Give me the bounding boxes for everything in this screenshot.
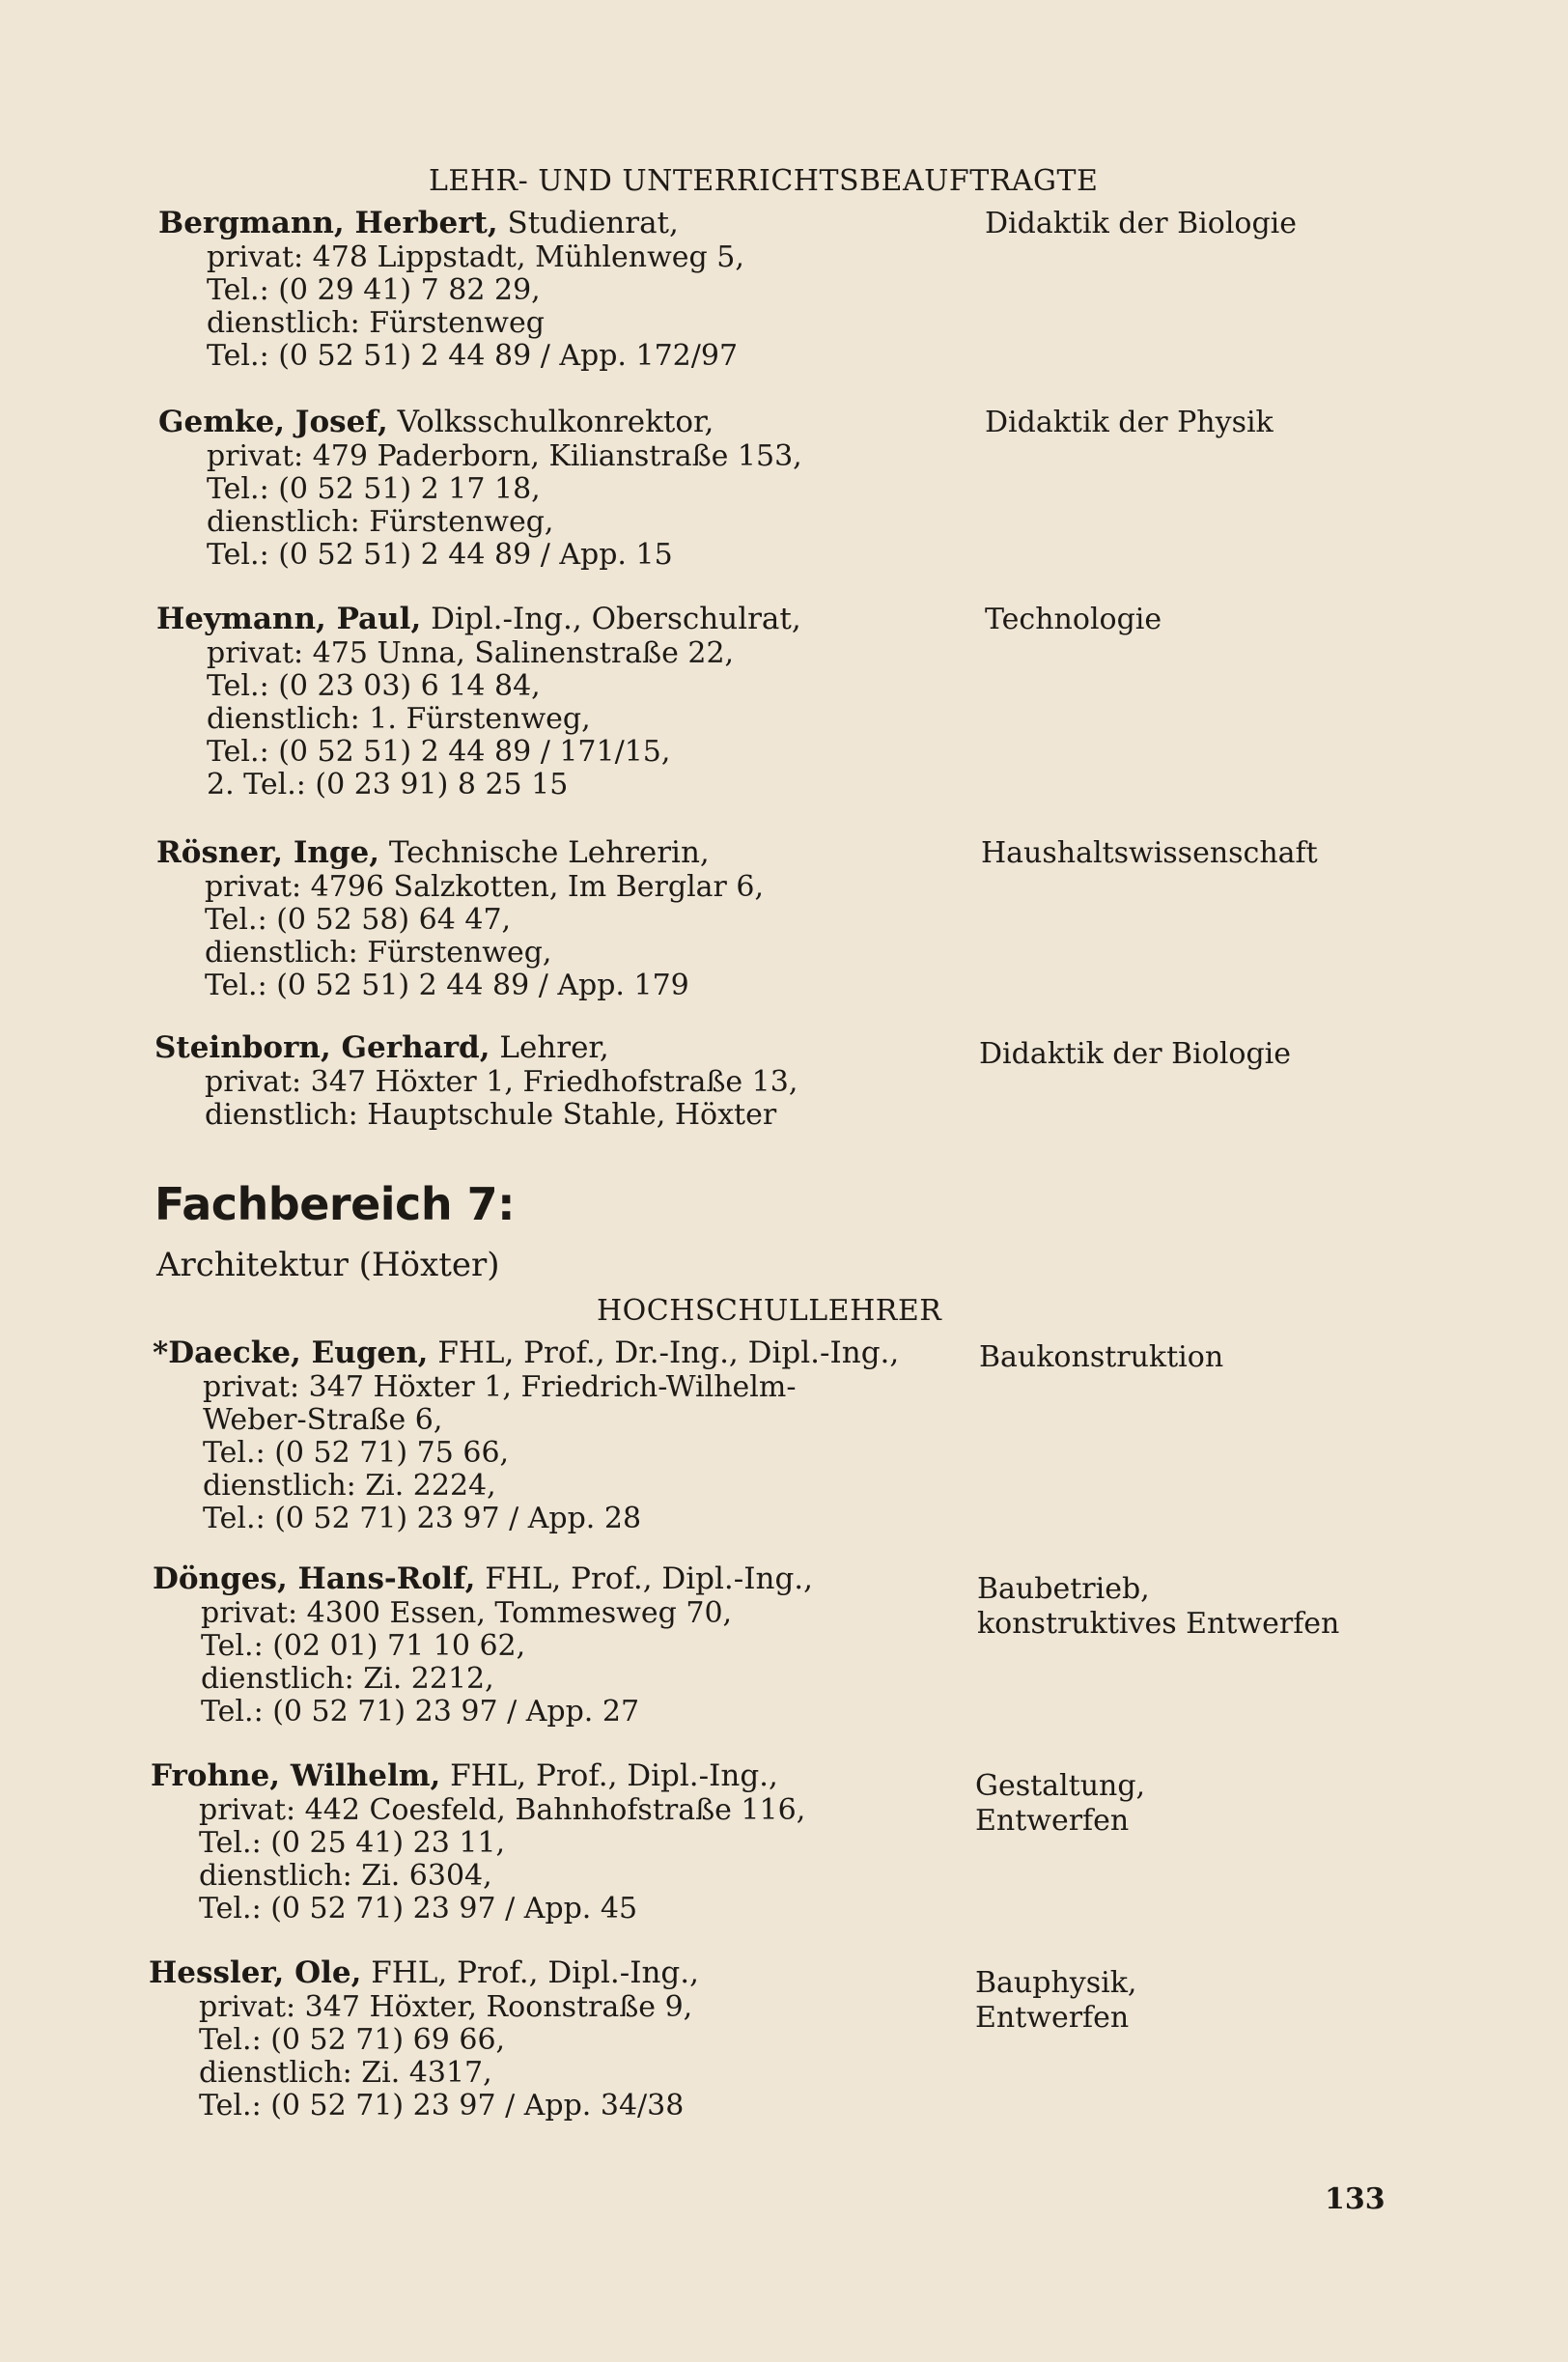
office-line: dienstlich: Fürstenweg bbox=[207, 306, 545, 340]
subject: Bauphysik, bbox=[975, 1966, 1137, 2000]
person-name: *Daecke, Eugen, bbox=[153, 1336, 429, 1370]
entry-name-line bbox=[156, 603, 801, 635]
person-name: Heymann, Paul, bbox=[156, 602, 422, 636]
person-title: Volksschulkonrektor, bbox=[387, 405, 714, 439]
phone-line: Tel.: (0 52 51) 2 17 18, bbox=[207, 472, 541, 506]
phone-line: Tel.: (0 23 03) 6 14 84, bbox=[207, 669, 541, 703]
entry-name-line bbox=[154, 1031, 609, 1064]
office-line: dienstlich: Zi. 2224, bbox=[203, 1469, 496, 1503]
person-title: FHL, Prof., Dr.-Ing., Dipl.-Ing., bbox=[428, 1336, 900, 1370]
subject: Didaktik der Physik bbox=[985, 406, 1274, 439]
address-line: privat: 4796 Salzkotten, Im Berglar 6, bbox=[205, 870, 765, 904]
phone-line: Tel.: (0 52 51) 2 44 89 / App. 172/97 bbox=[207, 339, 739, 373]
address-line: privat: 347 Höxter 1, Friedrich-Wilhelm- bbox=[203, 1370, 797, 1404]
person-title: FHL, Prof., Dipl.-Ing., bbox=[361, 1955, 699, 1990]
person-title: Technische Lehrerin, bbox=[379, 835, 710, 870]
phone-line: Tel.: (0 52 51) 2 44 89 / 171/15, bbox=[207, 735, 671, 769]
office-line: dienstlich: Zi. 2212, bbox=[201, 1662, 494, 1696]
subject: konstruktives Entwerfen bbox=[977, 1607, 1340, 1641]
subject: Gestaltung, bbox=[975, 1769, 1146, 1803]
person-name: Bergmann, Herbert, bbox=[158, 206, 498, 240]
phone-line: Tel.: (0 52 71) 23 97 / App. 34/38 bbox=[199, 2089, 685, 2123]
entry-name-line bbox=[149, 1956, 699, 1989]
entry-name-line bbox=[153, 1336, 899, 1369]
person-name: Steinborn, Gerhard, bbox=[154, 1030, 490, 1065]
phone-line: Tel.: (0 52 71) 69 66, bbox=[199, 2023, 506, 2057]
phone-line: Tel.: (0 52 51) 2 44 89 / App. 179 bbox=[205, 969, 689, 1002]
address-line: Weber-Straße 6, bbox=[203, 1403, 443, 1437]
address-line: privat: 475 Unna, Salinenstraße 22, bbox=[207, 636, 735, 670]
address-line: privat: 478 Lippstadt, Mühlenweg 5, bbox=[207, 240, 744, 274]
person-title: Studienrat, bbox=[497, 206, 679, 240]
office-line: dienstlich: 1. Fürstenweg, bbox=[207, 702, 591, 736]
person-name: Gemke, Josef, bbox=[158, 405, 388, 439]
phone-line: Tel.: (0 52 51) 2 44 89 / App. 15 bbox=[207, 538, 673, 572]
address-line: privat: 479 Paderborn, Kilianstraße 153, bbox=[207, 439, 802, 473]
phone-line: Tel.: (0 52 71) 23 97 / App. 27 bbox=[201, 1695, 640, 1729]
subject: Didaktik der Biologie bbox=[985, 207, 1298, 240]
phone-line: Tel.: (0 52 58) 64 47, bbox=[205, 903, 512, 937]
address-line: privat: 347 Höxter 1, Friedhofstraße 13, bbox=[205, 1065, 798, 1099]
person-title: FHL, Prof., Dipl.-Ing., bbox=[440, 1758, 778, 1793]
entry-name-line bbox=[156, 836, 710, 869]
person-name: Dönges, Hans-Rolf, bbox=[153, 1561, 476, 1596]
address-line: privat: 442 Coesfeld, Bahnhofstraße 116, bbox=[199, 1793, 806, 1827]
person-name: Frohne, Wilhelm, bbox=[151, 1758, 441, 1793]
address-line: privat: 347 Höxter, Roonstraße 9, bbox=[199, 1990, 693, 2024]
phone-line: Tel.: (0 52 71) 23 97 / App. 45 bbox=[199, 1892, 638, 1926]
office-line: dienstlich: Hauptschule Stahle, Höxter bbox=[205, 1098, 777, 1132]
subject: Entwerfen bbox=[975, 1804, 1130, 1838]
subject: Didaktik der Biologie bbox=[979, 1037, 1292, 1071]
page-number: 133 bbox=[1325, 2182, 1386, 2216]
subject: Baukonstruktion bbox=[979, 1340, 1224, 1374]
section-heading-lehrauftrag: LEHR- UND UNTERRICHTSBEAUFTRAGTE bbox=[429, 164, 1099, 198]
fachbereich-subtitle: Architektur (Höxter) bbox=[156, 1246, 500, 1284]
subject: Baubetrieb, bbox=[977, 1572, 1150, 1606]
phone-line: Tel.: (0 25 41) 23 11, bbox=[199, 1826, 506, 1860]
office-line: dienstlich: Fürstenweg, bbox=[205, 936, 552, 970]
entry-name-line bbox=[153, 1562, 813, 1595]
person-name: Hessler, Ole, bbox=[149, 1955, 362, 1990]
phone-line: Tel.: (0 52 71) 75 66, bbox=[203, 1436, 510, 1470]
subject: Entwerfen bbox=[975, 2001, 1130, 2035]
address-line: privat: 4300 Essen, Tommesweg 70, bbox=[201, 1596, 733, 1630]
office-line: dienstlich: Fürstenweg, bbox=[207, 505, 554, 539]
office-line: dienstlich: Zi. 4317, bbox=[199, 2056, 492, 2090]
phone-line: 2. Tel.: (0 23 91) 8 25 15 bbox=[207, 768, 569, 801]
entry-name-line bbox=[151, 1759, 778, 1792]
entry-name-line bbox=[158, 406, 714, 438]
office-line: dienstlich: Zi. 6304, bbox=[199, 1859, 492, 1893]
person-name: Rösner, Inge, bbox=[156, 835, 380, 870]
entry-name-line bbox=[158, 207, 679, 239]
person-title: Dipl.-Ing., Oberschulrat, bbox=[421, 602, 801, 636]
phone-line: Tel.: (02 01) 71 10 62, bbox=[201, 1629, 526, 1663]
person-title: FHL, Prof., Dipl.-Ing., bbox=[475, 1561, 814, 1596]
phone-line: Tel.: (0 52 71) 23 97 / App. 28 bbox=[203, 1502, 642, 1535]
subject: Haushaltswissenschaft bbox=[981, 836, 1318, 870]
section-heading-hochschullehrer: HOCHSCHULLEHRER bbox=[597, 1294, 942, 1328]
phone-line: Tel.: (0 29 41) 7 82 29, bbox=[207, 273, 541, 307]
subject: Technologie bbox=[985, 603, 1162, 636]
person-title: Lehrer, bbox=[490, 1030, 609, 1065]
fachbereich-title: Fachbereich 7: bbox=[154, 1178, 515, 1230]
